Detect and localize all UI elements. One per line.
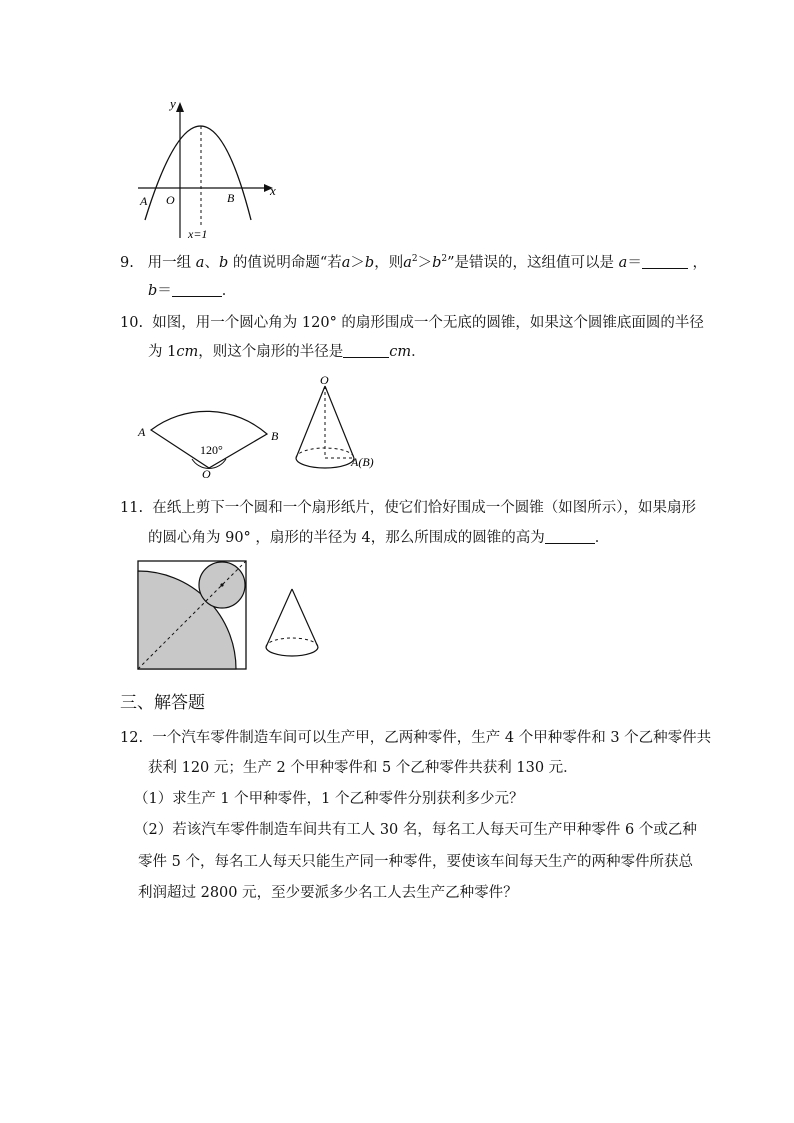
- axis-equation-label: x=1: [188, 227, 208, 241]
- sector-label-a: A: [138, 425, 146, 439]
- q9-text-4: ”是错误的，这组值可以是: [447, 255, 615, 271]
- q9-exp-2: 2: [441, 254, 448, 264]
- question-9-number: 9.: [120, 255, 134, 271]
- q9-exp-1: 2: [411, 254, 418, 264]
- question-10-line-2: [148, 342, 426, 362]
- parabola-figure: [130, 92, 290, 242]
- sector-shape: [151, 411, 267, 468]
- q9-end: ．: [221, 283, 237, 299]
- q9-var-a-4: a: [618, 255, 628, 271]
- q9-answer-blank-a[interactable]: [642, 254, 688, 269]
- question-12-part-2-line-3: [138, 883, 518, 903]
- cone-apex-label: O: [320, 373, 329, 387]
- sector-cone-figure: [130, 372, 390, 482]
- question-9-line-1: [120, 249, 707, 273]
- q10-unit-1: cm: [176, 344, 199, 360]
- cone-base-label: A(B): [351, 455, 374, 469]
- q12-part2-text-1: （2）若该汽车零件制造车间共有工人 30 名，每名工人每天可生产甲种零件 6 个或乙种: [134, 822, 697, 838]
- q9-var-a: a: [195, 255, 205, 271]
- cone-side-right: [325, 386, 354, 458]
- x-label: x: [270, 183, 276, 198]
- q9-text-2: 的值说明命题“若: [232, 255, 342, 271]
- q10-text-line2-mid: ，则这个扇形的半径是: [198, 344, 344, 360]
- q9-eq-2: ＝: [157, 283, 172, 299]
- cone2-base-back: [266, 638, 318, 647]
- q10-end: ．: [411, 344, 426, 360]
- question-12-part-1: [134, 789, 524, 809]
- q9-var-a-2: a: [341, 255, 351, 271]
- q9-comma: ，: [692, 255, 707, 271]
- question-12-part-2-line-1: [134, 820, 697, 840]
- parabola-curve: [145, 126, 251, 220]
- q10-answer-blank[interactable]: [343, 343, 389, 358]
- q9-text-3: ，则: [374, 255, 404, 271]
- cone-base-front: [296, 458, 354, 468]
- q11-answer-blank[interactable]: [545, 529, 595, 544]
- q9-var-b-4: b: [148, 283, 158, 299]
- q10-text-line2-pre: 为 1: [148, 344, 177, 360]
- sector-label-b: B: [271, 429, 279, 443]
- q10-text-line1: 如图，用一个圆心角为 120° 的扇形围成一个无底的圆锥，如果这个圆锥底面圆的半径: [152, 315, 704, 331]
- question-11-line-2: [148, 528, 609, 548]
- q9-var-b-2: b: [364, 255, 375, 271]
- question-12-line-2: [148, 758, 578, 778]
- q12-text-line1: 一个汽车零件制造车间可以生产甲，乙两种零件，生产 4 个甲种零件和 3 个乙种零件共: [152, 730, 712, 746]
- q9-rel-2: ＞: [417, 255, 433, 271]
- question-12-line-1: [120, 728, 711, 748]
- question-11-line-1: [120, 498, 696, 518]
- q9-var-b-3: b: [432, 255, 442, 271]
- question-12-part-2-line-2: [138, 852, 693, 872]
- q9-eq-1: ＝: [627, 255, 642, 271]
- y-label: y: [170, 96, 176, 111]
- q12-text-line2: 获利 120 元；生产 2 个甲种零件和 5 个乙种零件共获利 130 元．: [148, 760, 578, 776]
- q9-sep: 、: [204, 255, 219, 271]
- point-a-label: A: [140, 194, 148, 208]
- sector-angle-label: 120°: [200, 443, 223, 457]
- q9-var-a-3: a: [403, 255, 412, 271]
- q9-var-b: b: [218, 255, 229, 271]
- point-b-label: B: [227, 191, 235, 205]
- question-12-number: 12.: [120, 730, 144, 746]
- q9-text-1: 用一组: [147, 255, 192, 271]
- question-9-line-2: [148, 281, 236, 301]
- cone2-base-front: [266, 647, 318, 656]
- cone-side-left: [296, 386, 325, 458]
- question-10-number: 10.: [120, 315, 144, 331]
- q10-unit-2: cm: [389, 344, 412, 360]
- q12-part1-text: （1）求生产 1 个甲种零件，1 个乙种零件分别获利多少元？: [134, 791, 524, 807]
- y-axis-arrow: [176, 102, 184, 112]
- small-circle-center: [220, 583, 223, 586]
- q12-part2-text-3: 利润超过 2800 元，至少要派多少名工人去生产乙种零件？: [138, 885, 518, 901]
- question-11-number: 11.: [120, 500, 144, 516]
- q9-answer-blank-b[interactable]: [172, 282, 222, 297]
- question-10-line-1: [120, 313, 704, 333]
- q11-text-line2: 的圆心角为 90° ，扇形的半径为 4，那么所围成的圆锥的高为: [148, 530, 545, 546]
- q9-rel-1: ＞: [350, 255, 365, 271]
- sector-label-o: O: [202, 467, 211, 481]
- q12-part2-text-2: 零件 5 个，每名工人每天只能生产同一种零件，要使该车间每天生产的两种零件所获总: [138, 854, 693, 870]
- square-sector-figure: [136, 559, 326, 673]
- section-title: 三、解答题: [120, 693, 205, 713]
- q11-end: ．: [594, 530, 610, 546]
- origin-label: O: [166, 193, 175, 207]
- q11-text-line1: 在纸上剪下一个圆和一个扇形纸片，使它们恰好围成一个圆锥（如图所示），如果扇形: [152, 500, 697, 516]
